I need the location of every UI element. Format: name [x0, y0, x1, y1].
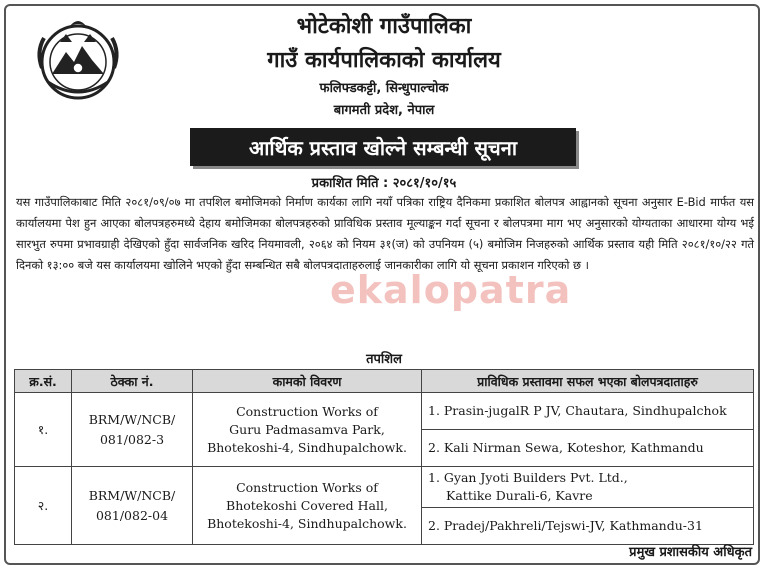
- work-description: [193, 467, 422, 545]
- bidder-entry: 1. Prasin-jugalR P JV, Chautara, Sindhupalchok: [422, 393, 754, 430]
- contract-number: [72, 467, 193, 545]
- work-line: Bhotekoshi Covered Hall,: [226, 497, 388, 513]
- notice-body: यस गाउँपालिकाबाट मिति २०८१/०९/०७ मा तपशिल बमोजिमको निर्माण कार्यका लागि नयाँ पत्रिका राष्ट्रिय दैनिकमा प्रकाशित बोलपत्र आह्वानको सूचना अनुसार E-Bid मार्फत यस कार्यालयमा पेश हुन आएका बोलपत्रहरुमध्ये देहाय बमोजिमका बोलपत्रहरुको प्राविधिक प्रस्ताव मूल्याङ्कन गर्दा सूचना र बोलपत्रमा माग भए अनुसारको योग्यताका आधारमा योग्य भई सारभुत रुपमा प्रभावग्राही देखिएको हुँदा सार्वजनिक खरिद नियमावली, २०६४ को नियम ३१(ज) को उपनियम (५) बमोजिम निजहरुको आर्थिक प्रस्ताव यही मिति २०८१/१०/२२ गते दिनको १३:०० बजे यस कार्यालयमा खोलिने भएको हुँदा सम्बन्धित सबै बोलपत्रदाताहरुलाई जानकारीका लागि यो सूचना प्रकाशन गरिएको छ ।: [16, 195, 754, 272]
- table-row: [15, 467, 754, 508]
- work-line: Construction Works of: [236, 479, 378, 495]
- section-title: तपशिल: [366, 352, 402, 367]
- row-sn: २.: [15, 467, 72, 545]
- bidder-entry: [422, 467, 754, 508]
- notice-title: आर्थिक प्रस्ताव खोल्ने सम्बन्धी सूचना: [190, 128, 576, 166]
- contract-number: [72, 393, 193, 467]
- contract-line: 081/082-04: [95, 507, 169, 523]
- tender-table: [14, 369, 754, 545]
- row-sn: १.: [15, 393, 72, 467]
- work-description: [193, 393, 422, 467]
- signature-title: प्रमुख प्रशासकीय अधिकृत: [629, 545, 752, 560]
- work-line: Guru Padmasamva Park,: [229, 421, 385, 437]
- table-header-row: [15, 370, 754, 393]
- col-header-bidders: प्राविधिक प्रस्तावमा सफल भएका बोलपत्रदाताहरु: [422, 370, 754, 393]
- watermark-text: ekalopatra: [330, 268, 572, 312]
- bidder-line: 1. Gyan Jyoti Builders Pvt. Ltd.,: [428, 470, 628, 485]
- office-address: फलिफ्डकट्टी, सिन्धुपाल्चोक: [319, 81, 449, 96]
- province-name: बागमती प्रदेश, नेपाल: [333, 103, 435, 118]
- contract-line: 081/082-3: [99, 431, 165, 447]
- bidder-entry: 2. Kali Nirman Sewa, Koteshor, Kathmandu: [422, 430, 754, 467]
- table-row: [15, 393, 754, 430]
- work-line: Bhotekoshi-4, Sindhupalchowk.: [207, 439, 407, 455]
- published-date: प्रकाशित मिति : २०८१/१०/१५: [311, 176, 457, 191]
- work-line: Bhotekoshi-4, Sindhupalchowk.: [207, 515, 407, 531]
- bidder-line: Kattike Durali-6, Kavre: [446, 488, 593, 503]
- work-line: Construction Works of: [236, 403, 378, 419]
- contract-line: BRM/W/NCB/: [88, 487, 176, 503]
- contract-line: BRM/W/NCB/: [88, 411, 176, 427]
- bidder-entry: 2. Pradej/Pakhreli/Tejswi-JV, Kathmandu-31: [422, 508, 754, 545]
- col-header-contract: ठेक्का नं.: [72, 370, 193, 393]
- office-name: गाउँ कार्यपालिकाको कार्यालय: [267, 48, 501, 73]
- org-name: भोटेकोशी गाउँपालिका: [296, 14, 472, 39]
- col-header-sn: क्र.सं.: [15, 370, 72, 393]
- col-header-work: कामको विवरण: [193, 370, 422, 393]
